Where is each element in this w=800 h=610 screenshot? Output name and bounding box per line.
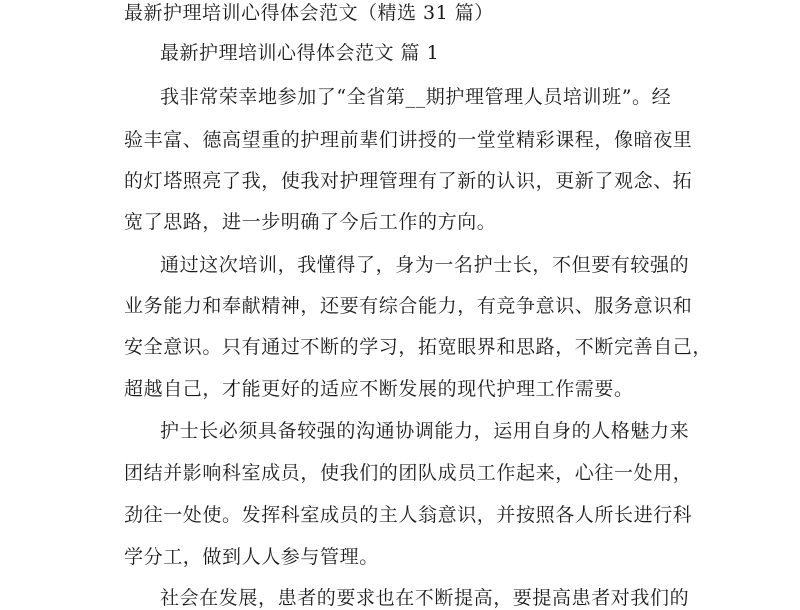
- paragraph-line: 超越自己，才能更好的适应不断发展的现代护理工作需要。: [124, 378, 634, 400]
- paragraph-line: 社会在发展，患者的要求也在不断提高，要提高患者对我们的: [160, 587, 690, 609]
- document-title: 最新护理培训心得体会范文（精选 31 篇）: [124, 2, 494, 24]
- paragraph-line: 的灯塔照亮了我，使我对护理管理有了新的认识，更新了观念、拓: [124, 170, 693, 192]
- paragraph-line: 学分工，做到人人参与管理。: [124, 546, 379, 568]
- paragraph-line: 宽了思路，进一步明确了今后工作的方向。: [124, 211, 497, 233]
- paragraph-line: 我非常荣幸地参加了“全省第__期护理管理人员培训班”。经: [160, 86, 672, 108]
- paragraph-line: 安全意识。只有通过不断的学习，拓宽眼界和思路，不断完善自己，: [124, 336, 713, 358]
- paragraph-line: 劲往一处使。发挥科室成员的主人翁意识，并按照各人所长进行科: [124, 504, 693, 526]
- paragraph-line: 通过这次培训，我懂得了，身为一名护士长，不但要有较强的: [160, 254, 690, 276]
- paragraph-line: 业务能力和奉献精神，还要有综合能力，有竞争意识、服务意识和: [124, 295, 693, 317]
- paragraph-line: 团结并影响科室成员，使我们的团队成员工作起来，心往一处用，: [124, 462, 693, 484]
- paragraph-line: 护士长必须具备较强的沟通协调能力，运用自身的人格魅力来: [160, 420, 690, 442]
- section-title: 最新护理培训心得体会范文 篇 1: [160, 42, 440, 64]
- paragraph-line: 验丰富、德高望重的护理前辈们讲授的一堂堂精彩课程，像暗夜里: [124, 129, 693, 151]
